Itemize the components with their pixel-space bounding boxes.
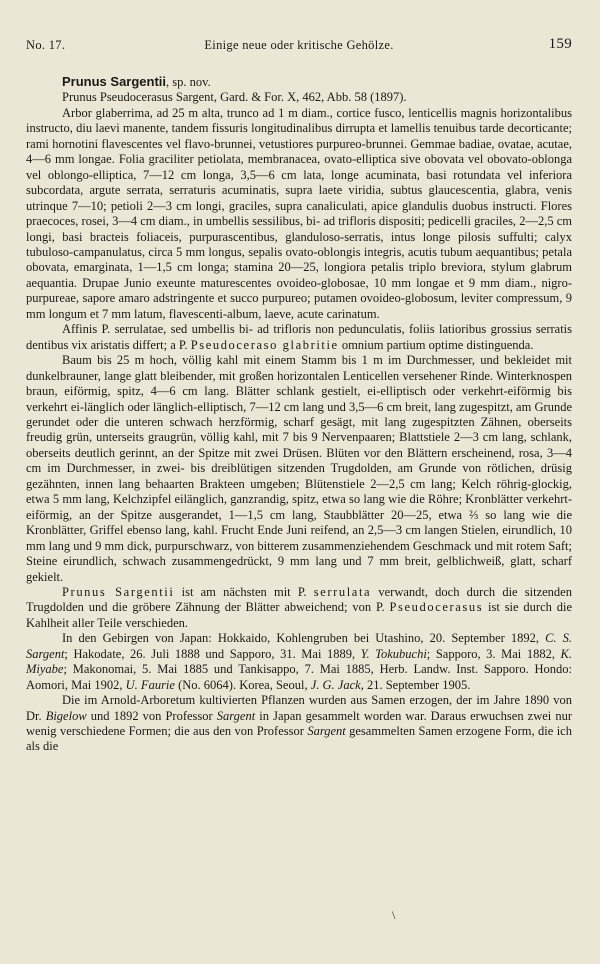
species-heading bbox=[26, 74, 572, 90]
running-title: Einige neue oder kritische Gehölze. bbox=[204, 38, 394, 52]
collector-jack: J. G. Jack bbox=[310, 677, 361, 692]
name-sargent-2: Sargent bbox=[307, 724, 346, 739]
latin-description: Arbor glaberrima, ad 25 m alta, trunco ad 1 m diam., cortice fusco, lenticellis magnis horizontalibus instructo, diu laevi manente, tandem fissuris longitudinalibus dirrupta et lamellis tenuibus tarde decorticante; rami hornotini flavescentes vel flavo-brunnei, vetustiores purpureo-brunnei. Gemmae badiae, ovatae, acutae, 4—6 mm longae. Folia graciliter petiolata, membranacea, ovato-elliptica sive obovata vel obovato-oblonga vel oblongo-elliptica, 7—12 cm longa, 3,5—6 cm lata, longe acuminata, basi rotundata vel inferiora subcordata, argute serrata, serraturis acuminatis, supra laete viridia, subtus glaucescentia, glabra, venis utrinque 7—10; petioli 2—3 cm longi, graciles, supra canaliculati, apice glandulis duobus instructi. Flores praecoces, rosei, 3—4 cm diam., in umbellis sessilibus, bi- ad trifloris dispositi; pedicelli graciles, 2—2,5 cm longi, basi bracteis foliaceis, purpurascentibus, glanduloso-serratis, intus longe pilosis suffulti; calyx tubuloso-campanulatus, circa 5 mm longus, sepalis ovato-oblongis integris, acutis tubum aequantibus; petala obovata, emarginata, 1—1,5 cm longa; stamina 20—25, longiora petalis triplo breviora, stylum glabrum aequantia. Drupae Junio exeunte maturescentes ovoideo-globosae, 10 mm longae et 9 mm diam., nigro-purpureae, sapore amaro adstringente et succo purpureo; putamen ovoideo-globosum, leviter compressum, 9 mm longum et 7 mm latum, flavescenti-album, laeve, acute carinatum. bbox=[26, 105, 572, 321]
rel-serrulata: serrulata bbox=[313, 584, 372, 599]
loc-f: (No. 6064). Korea, Seoul, bbox=[174, 677, 311, 692]
species-status: , sp. nov. bbox=[166, 75, 211, 89]
running-header bbox=[26, 38, 572, 58]
affinity-text-a: Affinis P. serrulatae, sed umbellis bi- ad trifloris non pedunculatis, foliis latioribus grossius serratis dentibus vix aristatis differt; a P. bbox=[26, 322, 572, 352]
rel-text-b: ist am nächsten mit P. bbox=[174, 584, 314, 599]
arb-d: gesammelten Samen erzogene Form, die ich als die bbox=[26, 724, 572, 754]
main-text bbox=[26, 74, 572, 755]
stray-mark: \ bbox=[392, 908, 396, 922]
loc-g: , 21. September 1905. bbox=[360, 677, 471, 692]
affinity-paragraph bbox=[26, 322, 572, 353]
loc-b: ; Hakodate, 26. Juli 1888 und Sapporo, 31. Mai 1889, bbox=[64, 646, 361, 661]
loc-d: ; Sapporo, 3. Mai 1882, bbox=[426, 646, 561, 661]
affinity-spaced: Pseudoceraso glabritie bbox=[190, 337, 339, 352]
rel-text-d: verwandt, doch durch die sitzenden Trugdolden und die gröbere Zähnung der Blätter abweichend; von P. bbox=[26, 584, 572, 615]
species-name: Prunus Sargentii bbox=[62, 74, 167, 89]
page-number: 159 bbox=[548, 36, 572, 52]
arb-c: in Japan gesammelt worden war. Daraus erwuchsen zwei nur wenig verschiedene Formen; die aus den von Professor bbox=[26, 708, 572, 739]
collector-faurie: U. Faurie bbox=[125, 677, 175, 692]
collector-miyabe: K. Miyabe bbox=[26, 646, 572, 677]
affinity-text-b: omnium partium optime distinguenda. bbox=[338, 337, 534, 352]
arb-b: und 1892 von Professor bbox=[86, 708, 217, 723]
localities-paragraph bbox=[26, 631, 572, 693]
loc-a: In den Gebirgen von Japan: Hokkaido, Kohlengruben bei Utashino, 20. September 1892, bbox=[62, 631, 546, 646]
issue-number: No. 17. bbox=[26, 38, 66, 52]
arb-a: Die im Arnold-Arboretum kultivierten Pflanzen wurden aus Samen erzogen, der im Jahre 1890 von Dr. bbox=[26, 693, 572, 723]
name-sargent-1: Sargent bbox=[216, 708, 256, 723]
rel-text-f: ist sie durch die Kahlheit aller Teile verschieden. bbox=[26, 600, 572, 630]
loc-e: ; Makonomai, 5. Mai 1885 und Tankisappo, 7. Mai 1885, Herb. Landw. Inst. Sapporo. Hondo: Aomori, Mai 1902, bbox=[26, 662, 572, 692]
arboretum-paragraph bbox=[26, 693, 572, 755]
german-description: Baum bis 25 m hoch, völlig kahl mit einem Stamm bis 1 m im Durchmesser, und bekleidet mit dunkelbrauner, lange glatt bleibender, mit großen horizontalen Lenticellen versehener Rinde. Winterknospen braun, eiförmig, spitz, 4—6 cm lang. Blätter schlank gestielt, ei-elliptisch oder verkehrt-eiförmig bis verkehrt ei-länglich oder länglich-elliptisch, 7—12 cm lang und 3,5—6 cm breit, lang zugespitzt, am Grunde gerundet oder die unteren schwach herzförmig, scharf gesägt, mit lang zugespitzten Zähnen, oberseits freudig grün, unterseits graugrün, völlig kahl, mit 7 bis 9 Nervenpaaren; Blattstiele 2—3 cm lang, schlank, oberseits deutlich gerinnt, an der Spitze mit zwei Drüsen. Blüten vor den Blättern erscheinend, rosa, 3—4 cm im Durchmesser, in zwei- bis dreiblütigen sitzenden Trugdolden, am Grunde von rötlichen, drüsig gezähnten, innen lang behaarten Brakteen umgeben; Blütenstiele 2—2,5 cm lang; Kelch röhrig-glockig, etwa 5 mm lang, Kelchzipfel eilänglich, ganzrandig, spitz, etwa so lang wie die Röhre; Kronblätter verkehrt-eiförmig, an der Spitze ausgerandet, 1—1,5 cm lang, Staubblätter 20—25, etwa ⅔ so lang wie die Kronblätter, Griffel ebenso lang, kahl. Frucht Ende Juni reifend, an 2,5—3 cm langen Stielen, eirundlich, 10 mm lang und 9 mm dick, purpurschwarz, von bitterem zusammenziehendem Geschmack und mit rotem Saft; Steine eirundlich, schwach zusammengedrückt, 9 mm lang und 7 mm breit, gelblichweiß, glatt, scharf gekielt. bbox=[26, 353, 572, 584]
collector-tokubuchi: Y. Tokubuchi bbox=[360, 646, 427, 661]
rel-species: Prunus Sargentii bbox=[62, 584, 175, 599]
collector-sargent: C. S. Sargent bbox=[26, 631, 572, 661]
rel-pseudocerasus: Pseudocerasus bbox=[389, 600, 484, 615]
relationship-paragraph bbox=[26, 585, 572, 631]
synonym-paragraph: Prunus Pseudocerasus Sargent, Gard. & For. X, 462, Abb. 58 (1897). bbox=[62, 90, 407, 105]
name-bigelow: Bigelow bbox=[45, 708, 87, 723]
